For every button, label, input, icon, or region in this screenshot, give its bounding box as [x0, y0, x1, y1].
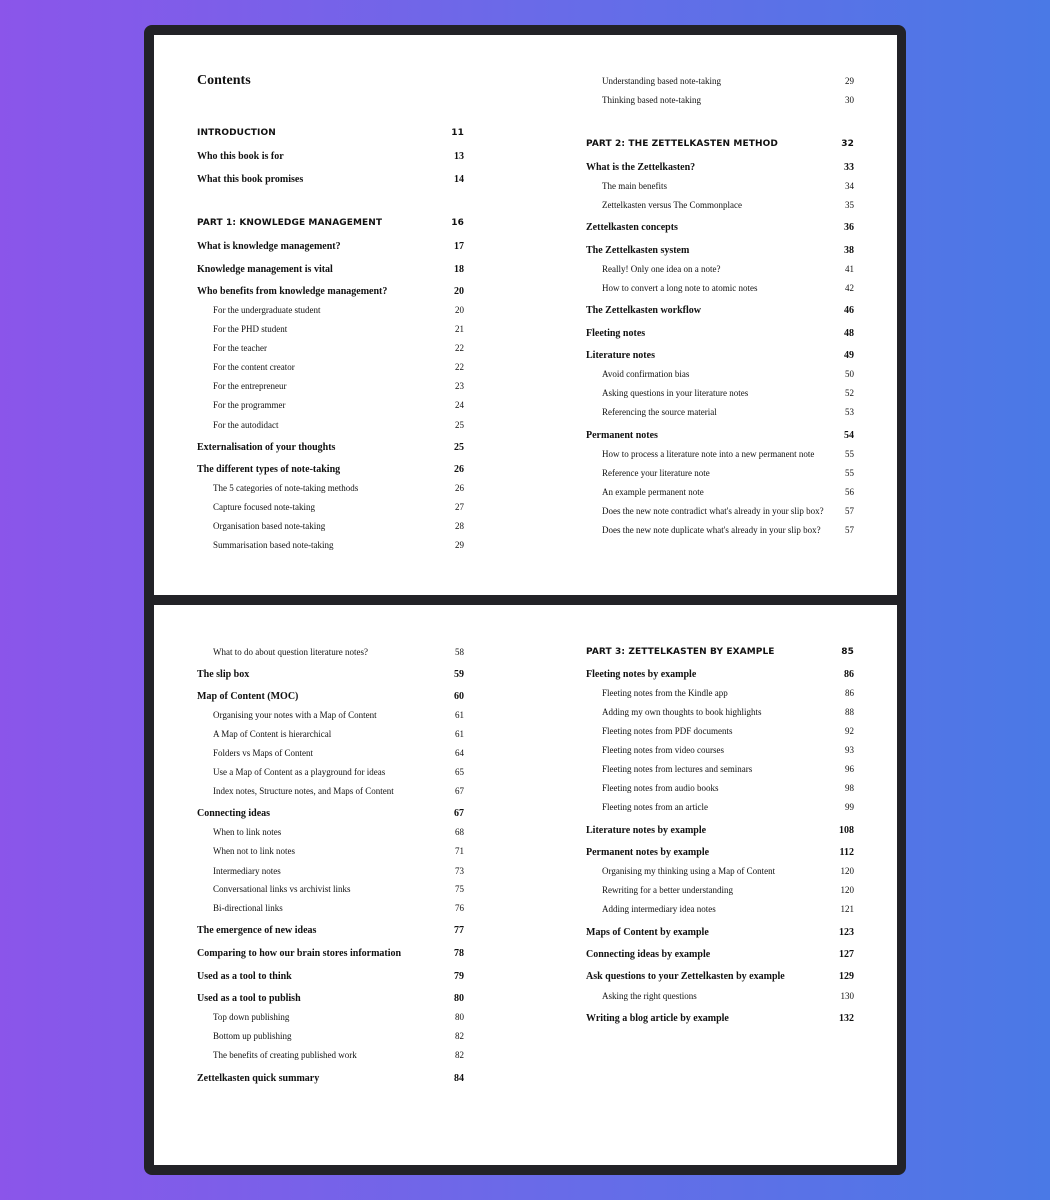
toc-entry	[586, 647, 854, 663]
toc-entry-title: Externalisation of your thoughts	[197, 442, 336, 453]
toc-entry-title: For the autodidact	[213, 420, 279, 430]
toc-entry-page-number: 67	[454, 808, 464, 819]
toc-entry	[586, 707, 854, 723]
toc-entry-title: When not to link notes	[213, 846, 295, 856]
toc-entry-page-number: 73	[455, 866, 464, 876]
toc-entry-title: PART 3: ZETTELKASTEN BY EXAMPLE	[586, 647, 775, 657]
toc-entry-title: Fleeting notes from the Kindle app	[602, 688, 728, 698]
toc-entry	[197, 903, 464, 919]
toc-entry-page-number: 64	[455, 748, 464, 758]
toc-entry-page-number: 80	[455, 1012, 464, 1022]
toc-entry	[197, 786, 464, 802]
toc-entry-title: Writing a blog article by example	[586, 1013, 729, 1024]
toc-entry	[197, 381, 464, 397]
toc-entry-title: Map of Content (MOC)	[197, 691, 299, 702]
toc-entry-title: Understanding based note-taking	[602, 76, 721, 86]
toc-entry	[197, 324, 464, 340]
toc-entry-page-number: 78	[454, 948, 464, 959]
toc-entry-title: An example permanent note	[602, 487, 704, 497]
toc-entry-title: The Zettelkasten system	[586, 245, 690, 256]
toc-entry	[197, 808, 464, 824]
toc-entry-page-number: 52	[845, 388, 854, 398]
toc-entry-title: Top down publishing	[213, 1012, 290, 1022]
toc-entry-title: What to do about question literature notes?	[213, 647, 368, 657]
toc-entry-page-number: 59	[454, 669, 464, 680]
toc-entry-title: Summarisation based note-taking	[213, 540, 334, 550]
toc-entry-page-number: 112	[839, 847, 854, 858]
toc-entry-page-number: 25	[455, 420, 464, 430]
toc-entry	[197, 343, 464, 359]
toc-entry-title: The emergence of new ideas	[197, 925, 317, 936]
toc-entry	[586, 525, 854, 541]
toc-entry-title: Does the new note contradict what's already in your slip box?	[602, 506, 824, 516]
toc-entry	[586, 1013, 854, 1029]
toc-entry	[586, 927, 854, 943]
toc-entry	[586, 825, 854, 841]
toc-entry-page-number: 120	[840, 866, 854, 876]
toc-entry-title: The different types of note-taking	[197, 464, 341, 475]
toc-entry-page-number: 82	[455, 1031, 464, 1041]
toc-entry-title: Literature notes	[586, 350, 655, 361]
toc-entry-title: Zettelkasten quick summary	[197, 1073, 320, 1084]
toc-entry-page-number: 127	[839, 949, 854, 960]
toc-entry-title: Permanent notes by example	[586, 847, 710, 858]
toc-entry-title: Really! Only one idea on a note?	[602, 264, 721, 274]
toc-entry-page-number: 29	[845, 76, 854, 86]
toc-entry-page-number: 57	[845, 506, 854, 516]
toc-entry-page-number: 33	[844, 162, 854, 173]
toc-entry-title: Who benefits from knowledge management?	[197, 286, 388, 297]
toc-entry-title: For the PHD student	[213, 324, 288, 334]
toc-entry-page-number: 28	[455, 521, 464, 531]
toc-entry-title: Bottom up publishing	[213, 1031, 292, 1041]
toc-entry-page-number: 11	[451, 128, 464, 138]
toc-entry-title: Maps of Content by example	[586, 927, 709, 938]
toc-entry	[586, 745, 854, 761]
toc-entry-page-number: 38	[844, 245, 854, 256]
toc-entry-page-number: 18	[454, 264, 464, 275]
toc-entry-title: For the entrepreneur	[213, 381, 287, 391]
toc-entry-page-number: 41	[845, 264, 854, 274]
toc-entry-page-number: 26	[454, 464, 464, 475]
toc-entry-title: Does the new note duplicate what's already in your slip box?	[602, 525, 821, 535]
toc-entry-title: The 5 categories of note-taking methods	[213, 483, 359, 493]
toc-entry	[197, 420, 464, 436]
toc-entry-page-number: 96	[845, 764, 854, 774]
toc-entry	[586, 764, 854, 780]
toc-entry-title: Folders vs Maps of Content	[213, 748, 313, 758]
toc-entry-page-number: 61	[455, 729, 464, 739]
toc-entry	[197, 866, 464, 882]
toc-entry-page-number: 67	[455, 786, 464, 796]
toc-entry	[197, 218, 464, 234]
toc-entry	[197, 767, 464, 783]
toc-entry	[197, 286, 464, 302]
toc-entry-title: Asking questions in your literature notes	[602, 388, 749, 398]
toc-entry-title: Fleeting notes from lectures and seminars	[602, 764, 753, 774]
toc-entry	[586, 688, 854, 704]
toc-entry-title: Thinking based note-taking	[602, 95, 701, 105]
toc-entry	[586, 991, 854, 1007]
toc-entry-title: Fleeting notes from PDF documents	[602, 726, 733, 736]
toc-entry-page-number: 25	[454, 442, 464, 453]
toc-entry	[197, 174, 464, 190]
toc-entry-page-number: 14	[454, 174, 464, 185]
toc-entry	[586, 430, 854, 446]
toc-entry	[586, 449, 854, 465]
toc-entry-title: Asking the right questions	[602, 991, 697, 1001]
toc-entry	[586, 350, 854, 366]
toc-entry-title: Fleeting notes	[586, 328, 646, 339]
contents-heading: Contents	[197, 73, 251, 88]
toc-entry-page-number: 36	[844, 222, 854, 233]
toc-entry-page-number: 65	[455, 767, 464, 777]
toc-entry	[586, 506, 854, 522]
toc-entry-page-number: 49	[844, 350, 854, 361]
toc-entry-page-number: 42	[845, 283, 854, 293]
toc-entry-page-number: 82	[455, 1050, 464, 1060]
toc-entry-page-number: 53	[845, 407, 854, 417]
toc-entry-title: The benefits of creating published work	[213, 1050, 357, 1060]
toc-entry-page-number: 86	[845, 688, 854, 698]
toc-entry-page-number: 84	[454, 1073, 464, 1084]
toc-entry-title: Index notes, Structure notes, and Maps of Content	[213, 786, 394, 796]
toc-entry-page-number: 35	[845, 200, 854, 210]
toc-entry	[197, 710, 464, 726]
toc-entry-title: Use a Map of Content as a playground for ideas	[213, 767, 386, 777]
toc-entry-title: For the undergraduate student	[213, 305, 321, 315]
toc-entry	[586, 283, 854, 299]
toc-entry	[586, 264, 854, 280]
toc-entry-page-number: 80	[454, 993, 464, 1004]
toc-entry-title: Organising your notes with a Map of Content	[213, 710, 377, 720]
toc-entry-page-number: 20	[454, 286, 464, 297]
toc-entry	[586, 388, 854, 404]
toc-entry	[586, 139, 854, 155]
toc-entry	[197, 691, 464, 707]
toc-entry	[586, 885, 854, 901]
toc-entry	[197, 1012, 464, 1028]
toc-entry	[197, 1050, 464, 1066]
toc-entry	[586, 200, 854, 216]
toc-entry-page-number: 68	[455, 827, 464, 837]
toc-entry	[197, 647, 464, 663]
toc-entry	[197, 483, 464, 499]
toc-entry	[197, 748, 464, 764]
toc-entry-page-number: 54	[844, 430, 854, 441]
toc-entry-page-number: 57	[845, 525, 854, 535]
toc-entry	[197, 993, 464, 1009]
toc-entry-page-number: 130	[840, 991, 854, 1001]
toc-entry-page-number: 71	[455, 846, 464, 856]
toc-entry	[197, 305, 464, 321]
toc-entry	[197, 1073, 464, 1089]
toc-entry-page-number: 21	[455, 324, 464, 334]
toc-entry-title: How to process a literature note into a new permanent note	[602, 449, 815, 459]
toc-entry	[586, 162, 854, 178]
toc-entry-title: Bi-directional links	[213, 903, 283, 913]
toc-entry	[197, 1031, 464, 1047]
toc-entry-title: Intermediary notes	[213, 866, 281, 876]
toc-entry-title: INTRODUCTION	[197, 128, 276, 138]
toc-entry	[197, 846, 464, 862]
toc-entry-page-number: 30	[845, 95, 854, 105]
toc-entry-title: Comparing to how our brain stores information	[197, 948, 402, 959]
toc-entry-page-number: 29	[455, 540, 464, 550]
toc-entry	[586, 245, 854, 261]
toc-entry-page-number: 79	[454, 971, 464, 982]
toc-entry-title: Reference your literature note	[602, 468, 710, 478]
toc-entry-title: For the teacher	[213, 343, 267, 353]
toc-entry-title: PART 2: THE ZETTELKASTEN METHOD	[586, 139, 778, 149]
toc-entry	[586, 726, 854, 742]
toc-entry	[197, 400, 464, 416]
toc-entry	[586, 847, 854, 863]
toc-entry-title: For the content creator	[213, 362, 295, 372]
toc-entry-title: What this book promises	[197, 174, 304, 185]
toc-entry	[586, 328, 854, 344]
toc-entry-title: The main benefits	[602, 181, 667, 191]
toc-entry-page-number: 92	[845, 726, 854, 736]
toc-entry-title: Adding my own thoughts to book highlights	[602, 707, 762, 717]
toc-entry-title: Ask questions to your Zettelkasten by example	[586, 971, 785, 982]
toc-entry-page-number: 75	[455, 884, 464, 894]
toc-entry	[586, 305, 854, 321]
toc-entry-page-number: 99	[845, 802, 854, 812]
toc-entry-title: Capture focused note-taking	[213, 502, 315, 512]
toc-entry-page-number: 129	[839, 971, 854, 982]
toc-entry-title: Used as a tool to publish	[197, 993, 301, 1004]
toc-entry-title: A Map of Content is hierarchical	[213, 729, 332, 739]
toc-entry-title: Rewriting for a better understanding	[602, 885, 733, 895]
toc-entry	[197, 464, 464, 480]
toc-entry-page-number: 77	[454, 925, 464, 936]
toc-entry-page-number: 16	[451, 218, 464, 228]
toc-entry-page-number: 86	[844, 669, 854, 680]
toc-entry-title: Fleeting notes from video courses	[602, 745, 724, 755]
toc-entry-title: Knowledge management is vital	[197, 264, 333, 275]
toc-entry-page-number: 98	[845, 783, 854, 793]
toc-entry	[197, 502, 464, 518]
toc-entry	[197, 521, 464, 537]
toc-entry-page-number: 58	[455, 647, 464, 657]
toc-entry-title: Referencing the source material	[602, 407, 717, 417]
toc-entry	[197, 729, 464, 745]
toc-entry-title: Conversational links vs archivist links	[213, 884, 351, 894]
toc-entry	[586, 468, 854, 484]
toc-entry-page-number: 27	[455, 502, 464, 512]
toc-entry-title: Permanent notes	[586, 430, 658, 441]
toc-entry-page-number: 24	[455, 400, 464, 410]
toc-entry	[197, 669, 464, 685]
toc-entry	[197, 151, 464, 167]
toc-entry-page-number: 17	[454, 241, 464, 252]
toc-entry-title: Organising my thinking using a Map of Content	[602, 866, 776, 876]
toc-entry	[197, 925, 464, 941]
contents-page-1	[154, 35, 897, 595]
toc-entry	[586, 487, 854, 503]
toc-entry-page-number: 50	[845, 369, 854, 379]
toc-entry-page-number: 76	[455, 903, 464, 913]
toc-entry	[586, 949, 854, 965]
toc-entry	[197, 362, 464, 378]
toc-entry-page-number: 55	[845, 449, 854, 459]
toc-entry-page-number: 120	[840, 885, 854, 895]
toc-entry-page-number: 88	[845, 707, 854, 717]
toc-entry-page-number: 121	[840, 904, 854, 914]
toc-entry	[197, 827, 464, 843]
toc-entry-title: When to link notes	[213, 827, 282, 837]
toc-entry-title: The Zettelkasten workflow	[586, 305, 701, 316]
toc-entry-title: PART 1: KNOWLEDGE MANAGEMENT	[197, 218, 383, 228]
toc-entry-page-number: 34	[845, 181, 854, 191]
toc-entry-title: Connecting ideas by example	[586, 949, 711, 960]
toc-entry-page-number: 56	[845, 487, 854, 497]
toc-entry	[586, 802, 854, 818]
toc-entry	[197, 442, 464, 458]
toc-entry	[586, 222, 854, 238]
toc-entry-title: Who this book is for	[197, 151, 284, 162]
toc-entry	[586, 181, 854, 197]
toc-entry	[586, 783, 854, 799]
toc-entry-title: Fleeting notes by example	[586, 669, 697, 680]
toc-entry-title: The slip box	[197, 669, 250, 680]
toc-entry-title: What is knowledge management?	[197, 241, 341, 252]
toc-entry	[197, 241, 464, 257]
toc-entry	[586, 407, 854, 423]
toc-entry	[197, 884, 464, 900]
toc-entry	[586, 95, 854, 111]
toc-entry-page-number: 85	[841, 647, 854, 657]
toc-entry-title: Connecting ideas	[197, 808, 271, 819]
toc-entry	[197, 948, 464, 964]
toc-entry-page-number: 20	[455, 305, 464, 315]
toc-entry-page-number: 55	[845, 468, 854, 478]
toc-entry-title: Adding intermediary idea notes	[602, 904, 716, 914]
toc-entry-page-number: 26	[455, 483, 464, 493]
toc-entry-page-number: 108	[839, 825, 854, 836]
toc-entry	[197, 264, 464, 280]
toc-entry	[586, 76, 854, 92]
toc-entry-page-number: 23	[455, 381, 464, 391]
toc-entry	[197, 971, 464, 987]
toc-entry-page-number: 13	[454, 151, 464, 162]
toc-entry-title: Organisation based note-taking	[213, 521, 326, 531]
toc-entry-page-number: 123	[839, 927, 854, 938]
toc-entry	[586, 369, 854, 385]
toc-entry-page-number: 46	[844, 305, 854, 316]
toc-entry	[586, 971, 854, 987]
toc-entry-title: Zettelkasten versus The Commonplace	[602, 200, 743, 210]
toc-entry	[197, 540, 464, 556]
toc-entry-page-number: 48	[844, 328, 854, 339]
toc-entry-title: For the programmer	[213, 400, 286, 410]
toc-entry-title: Zettelkasten concepts	[586, 222, 678, 233]
toc-entry-page-number: 60	[454, 691, 464, 702]
toc-entry-title: Used as a tool to think	[197, 971, 292, 982]
toc-entry-title: How to convert a long note to atomic notes	[602, 283, 758, 293]
contents-page-2	[154, 605, 897, 1165]
toc-entry-title: Literature notes by example	[586, 825, 707, 836]
toc-entry	[586, 866, 854, 882]
toc-entry-title: What is the Zettelkasten?	[586, 162, 696, 173]
toc-entry-page-number: 22	[455, 362, 464, 372]
toc-entry-page-number: 132	[839, 1013, 854, 1024]
toc-entry	[197, 128, 464, 144]
toc-entry-title: Avoid confirmation bias	[602, 369, 690, 379]
toc-entry-title: Fleeting notes from audio books	[602, 783, 719, 793]
toc-entry	[586, 904, 854, 920]
toc-entry-page-number: 22	[455, 343, 464, 353]
toc-entry-page-number: 93	[845, 745, 854, 755]
toc-entry-page-number: 61	[455, 710, 464, 720]
toc-entry	[586, 669, 854, 685]
toc-entry-title: Fleeting notes from an article	[602, 802, 708, 812]
toc-entry-page-number: 32	[841, 139, 854, 149]
